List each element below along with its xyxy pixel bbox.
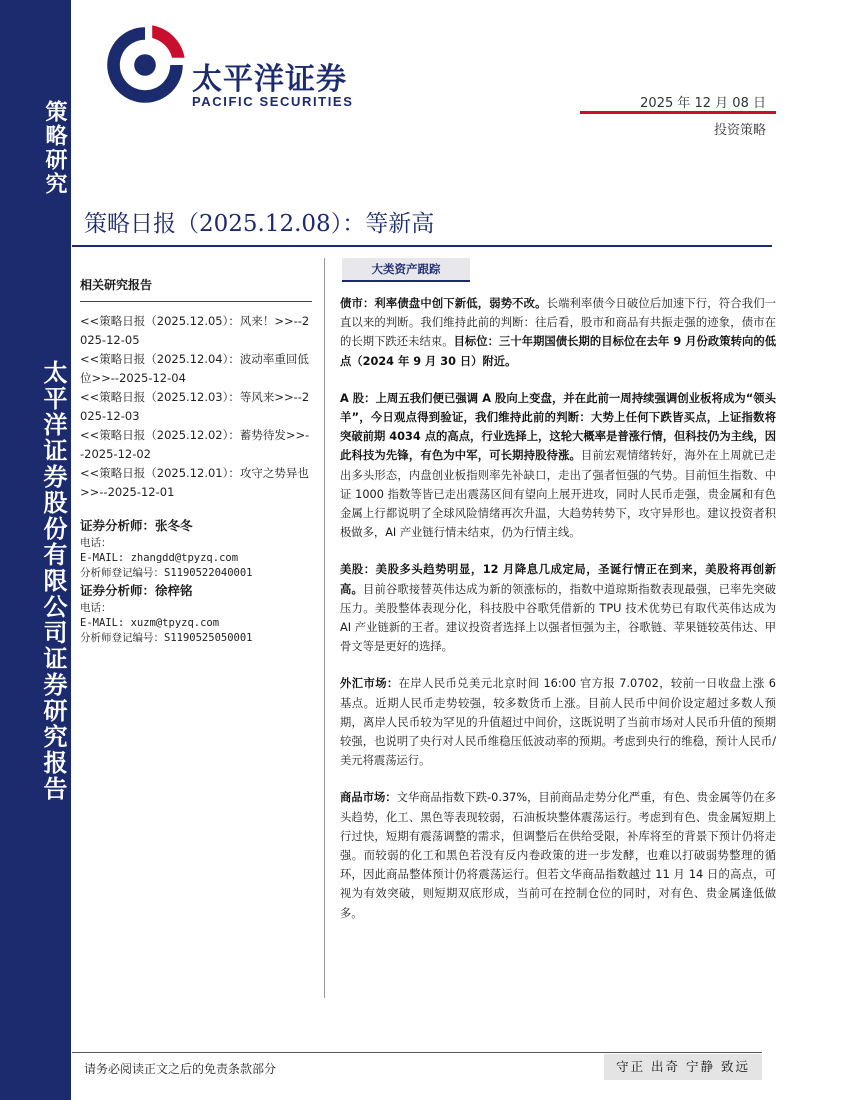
commodity-paragraph [340,788,776,922]
related-report-link[interactable]: <<策略日报（2025.12.02）：蓄势待发>>--2025-12-02 [80,428,310,461]
footer-divider [72,1052,762,1053]
report-date: 2025 年 12 月 08 日 [640,96,766,111]
title-divider [72,245,772,247]
related-reports-list [80,312,312,502]
column-divider [324,258,325,998]
analyst-title: 证券分析师：徐梓铭 [80,583,193,598]
fx-paragraph [340,674,776,770]
related-report-link[interactable]: <<策略日报（2025.12.01）：攻守之势异也>>--2025-12-01 [80,466,309,499]
company-name-en: PACIFIC SECURITIES [192,94,354,109]
analyst-phone: 电话： [80,602,112,614]
a-share-paragraph [340,389,776,543]
fx-body: 在岸人民币兑美元北京时间 16:00 官方报 7.0702，较前一日收盘上涨 6 基点。近期人民币走势较强，较多数货币上涨。目前人民币中间价设定超过多数人预期，离岸人民币较为罕见的升值超过中间价，这既说明了当前市场对人民币升值的预期较强，也说明了央行对人民币维稳压低波动率的预期。考虑到央行的维稳，预计人民币/美元将震荡运行。 [340,677,776,768]
analyst-registration: 分析师登记编号：S1190525050001 [80,632,253,644]
fx-lead: 外汇市场： [340,677,399,691]
analyst-section [80,516,312,646]
commodity-lead: 商品市场： [340,791,397,805]
company-name-cn: 太平洋证券 [192,62,347,97]
page-title: 策略日报（2025.12.08）：等新高 [84,211,435,237]
a-share-body: 目前宏观情绪转好，海外在上周就已走出多头形态，内盘创业板指则率先补缺口，走出了强者恒强的气势。目前恒生指数、中证 1000 指数等皆已走出震荡区间有望向上展开进攻，同时人民币走强，贵金属和有色金属上行都说明了全球风险情绪再次升温，大趋势转势下，攻守异形也。建议投资者积极做多，AI 产业链行情未结束，仍为行情主线。 [340,449,776,540]
disclaimer-note: 请务必阅读正文之后的免责条款部分 [84,1062,277,1076]
related-reports-heading: 相关研究报告 [80,278,153,292]
analyst-phone: 电话： [80,537,112,549]
related-report-link[interactable]: <<策略日报（2025.12.03）：等风来>>--2025-12-03 [80,390,310,423]
bond-body: 长端利率债今日破位后加速下行，符合我们一直以来的判断。我们维持此前的判断：往后看，股市和商品有共振走强的迹象，债市在的长期下跌还未结束。 [340,297,776,349]
analyst-email[interactable]: E-MAIL: zhangdd@tpyzq.com [80,552,239,564]
report-type: 投资策略 [713,123,766,138]
us-stock-paragraph [340,560,776,656]
main-content [340,294,776,941]
pacific-logo-mark [100,20,190,110]
us-stock-lead: 美股：美股多头趋势明显，12 月降息几成定局，圣诞行情正在到来，美股将再创新高。 [340,563,776,596]
bond-lead: 债市：利率债盘中创下新低，弱势不改。 [340,297,547,310]
commodity-body: 文华商品指数下跌-0.37%，目前商品走势分化严重，有色、贵金属等仍在多头趋势，化工、黑色等表现较弱，石油板块整体震荡运行。考虑到有色、贵金属短期上行过快，短期有震荡调整的需求，但调整后在供给受限，补库将至的背景下预计仍将走强。而较弱的化工和黑色若没有反内卷政策的进一步发酵，也难以打破弱势整理的循环，因此商品整体预计仍将震荡运行。但若文华商品指数越过 11 月 14 日的高点，可视为有效突破，则短期双底形成，当前可在控制仓位的同时，对有色、贵金属逢低做多。 [340,791,776,920]
us-stock-body: 目前谷歌接替英伟达成为新的领涨标的，指数中道琼斯指数表现最强，已率先突破压力。美股整体表现分化，科技股中谷歌凭借新的 TPU 技术优势已有取代英伟达成为 AI 产业链新的王者。建议投资者选择上以强者恒强为主，谷歌链、苹果链较英伟达、甲骨文等是更好的选择。 [340,582,776,654]
header-red-rule [580,111,776,114]
sidebar-company: 太平洋证券股份有限公司证券研究报告 [39,360,68,802]
related-reports-rule [80,301,312,302]
a-share-lead: A 股：上周五我们便已强调 A 股向上变盘，并在此前一周持续强调创业板将成为“领头羊”，今日观点得到验证，我们维持此前的判断：大势上任何下跌皆买点，上证指数将突破前期 4034 点的高点，行业选择上，这轮大概率是普涨行情，但科技仍为主线，因此科技为先锋，有色为中军，可长期持股待涨。 [340,391,776,463]
sidebar-category: 策略研究 [42,100,68,196]
left-column [80,276,312,646]
bond-target: 目标位：三十年期国债长期的目标位在去年 9 月份政策转向的低点（2024 年 9 月 30 日）附近。 [340,335,776,368]
company-motto: 守正 出奇 宁静 致远 [604,1054,762,1080]
analyst-title: 证券分析师：张冬冬 [80,518,193,533]
section-tab: 大类资产跟踪 [342,258,470,282]
related-report-link[interactable]: <<策略日报（2025.12.05）：风来！>>--2025-12-05 [80,314,310,347]
analyst-block [80,581,312,646]
analyst-block [80,516,312,581]
analyst-registration: 分析师登记编号：S1190522040001 [80,567,253,579]
analyst-email[interactable]: E-MAIL: xuzm@tpyzq.com [80,617,220,629]
related-report-link[interactable]: <<策略日报（2025.12.04）：波动率重回低位>>--2025-12-04 [80,352,309,385]
bond-market-paragraph [340,294,776,371]
sidebar [0,0,71,1100]
